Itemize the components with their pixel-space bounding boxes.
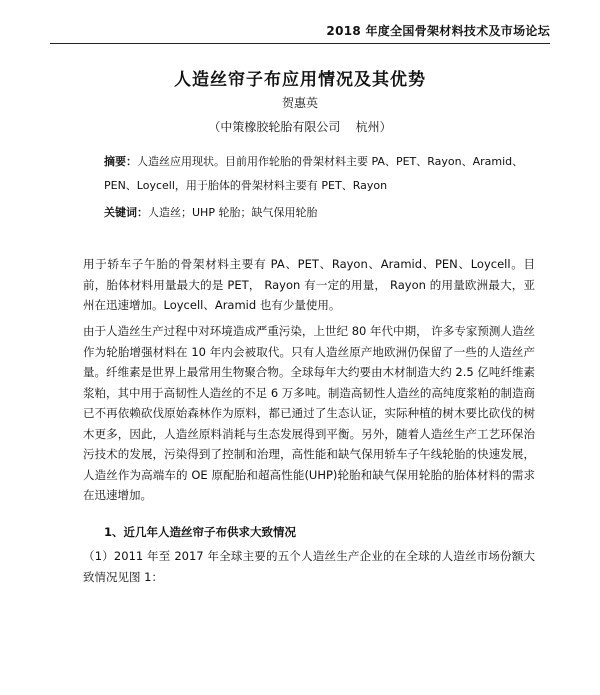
header-rule [50, 43, 550, 44]
paper-title: 人造丝帘子布应用情况及其优势 [174, 70, 426, 90]
keywords-label: 关键词： [104, 206, 148, 219]
section-heading: 1、近几年人造丝帘子布供求大致情况 [104, 525, 296, 539]
abstract-label: 摘要： [104, 155, 137, 168]
keywords [104, 203, 534, 223]
running-header: 2018 年度全国骨架材料技术及市场论坛 [326, 24, 550, 38]
body-paragraph-1: 用于轿车子午胎的骨架材料主要有 PA、PET、Rayon、Aramid、PEN、Loycell。目前，胎体材料用量最大的是 PET， Rayon 有一定的用量， Rayon 的用量欧洲最大，亚州在迅速增加。Loycell、Aramid 也有少量使用。 [83, 257, 535, 312]
body-paragraph-2: 由于人造丝生产过程中对环境造成严重污染，上世纪 80 年代中期， 许多专家预测人造丝作为轮胎增强材料在 10 年内会被取代。只有人造丝原产地欧洲仍保留了一些的人造丝产量。纤维素是世界上最常用生物聚合物。全球每年大约要由木材制造大约 2.5 亿吨纤维素浆粕，其中用于高韧性人造丝的不足 6 万多吨。制造高韧性人造丝的高纯度浆粕的制造商已不再依赖砍伐原始森林作为原料，都已通过了生态认证，实际种植的树木要比砍伐的树木更多，因此，人造丝原料消耗与生态发展得到平衡。另外，随着人造丝生产工艺环保治污技术的发展，污染得到了控制和治理，高性能和缺气保用轿车子午线轮胎的快速发展，人造丝作为高端车的 OE 原配胎和超高性能(UHP)轮胎和缺气保用轮胎的胎体材料的需求在迅速增加。 [83, 324, 535, 502]
abstract-text: 人造丝应用现状。目前用作轮胎的骨架材料主要 PA、PET、Rayon、Aramid、PEN、Loycell，用于胎体的骨架材料主要有 PET、Rayon [104, 155, 524, 192]
body-paragraph-3: （1）2011 年至 2017 年全球主要的五个人造丝生产企业的在全球的人造丝市场份额大致情况见图 1： [83, 549, 535, 584]
keywords-text: 人造丝；UHP 轮胎；缺气保用轮胎 [148, 206, 318, 219]
abstract [104, 150, 534, 198]
affiliation: （中策橡胶轮胎有限公司 杭州） [208, 120, 392, 134]
author-name: 贺惠英 [281, 96, 318, 110]
